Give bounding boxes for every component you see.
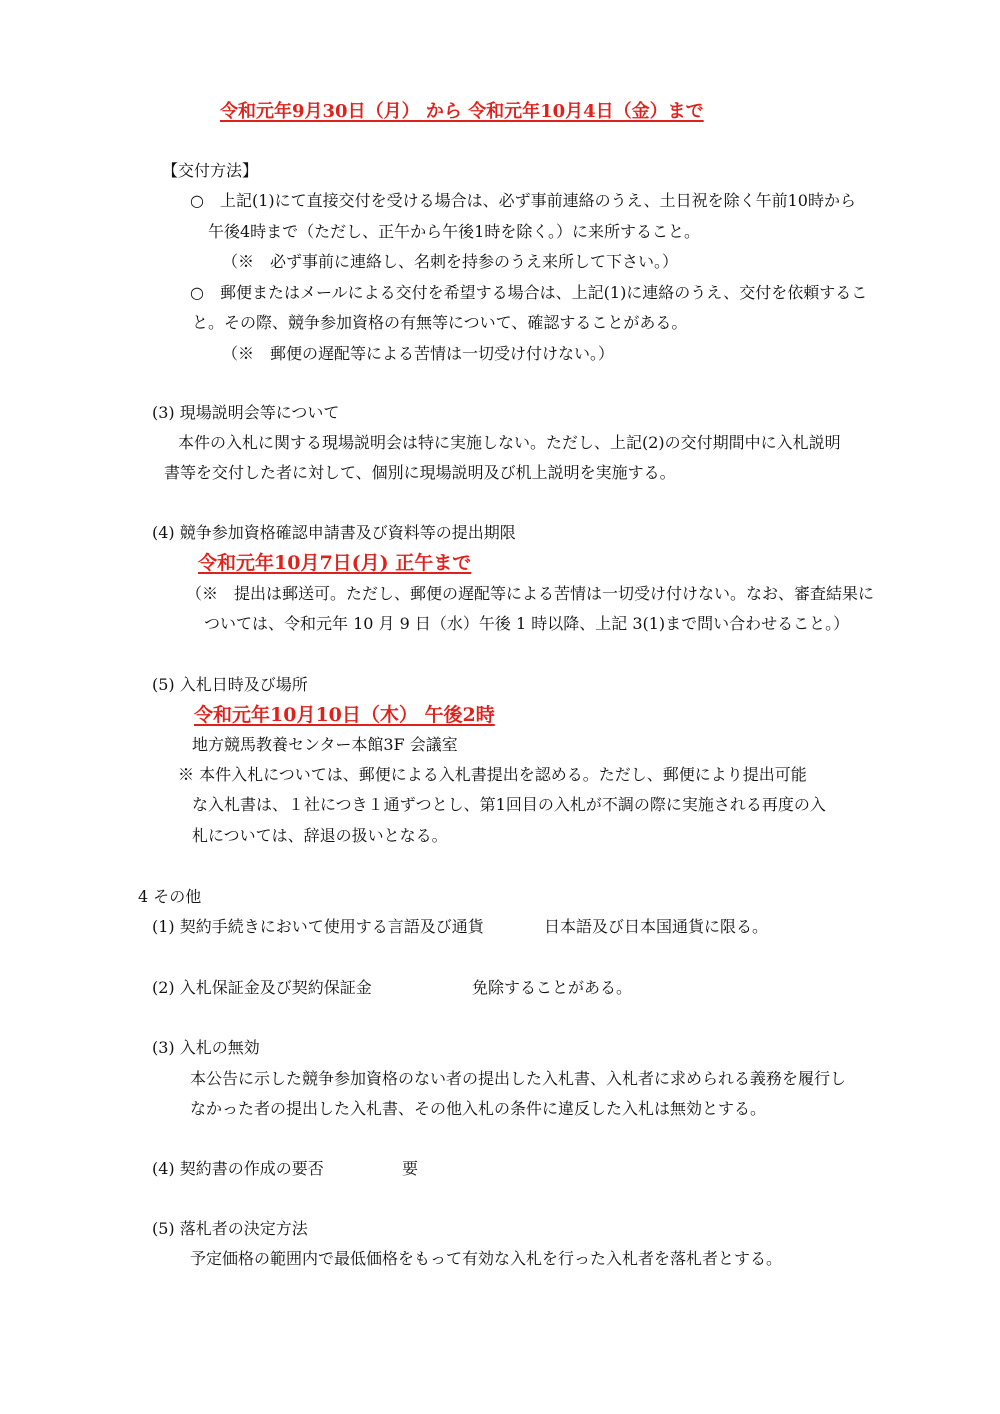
delivery-period: 令和元年9月30日（月） から 令和元年10月4日（金）まで	[220, 101, 704, 122]
other-item5-line1: 予定価格の範囲内で最低価格をもって有効な入札を行った入札者を落札者とする。	[190, 1249, 783, 1268]
other-heading: 4 その他	[138, 887, 202, 906]
submission-deadline: 令和元年10月7日(月) 正午まで	[198, 552, 472, 574]
delivery-item2-line2: と。その際、競争参加資格の有無等について、確認することがある。	[192, 313, 688, 332]
other-item2-label: (2) 入札保証金及び契約保証金	[152, 978, 372, 997]
other-item3-line1: 本公告に示した競争参加資格のない者の提出した入札書、入札者に求められる義務を履行し	[190, 1069, 847, 1088]
section5-heading: (5) 入札日時及び場所	[152, 675, 308, 694]
section3-line2: 書等を交付した者に対して、個別に現場説明及び机上説明を実施する。	[164, 463, 676, 482]
section4-heading: (4) 競争参加資格確認申請書及び資料等の提出期限	[152, 523, 516, 542]
other-item1-value: 日本語及び日本国通貨に限る。	[544, 917, 769, 936]
section5-note1: ※ 本件入札については、郵便による入札書提出を認める。ただし、郵便により提出可能	[178, 765, 807, 784]
section4-note2: ついては、令和元年 10 月 9 日（水）午後 1 時以降、上記 3(1)まで問い合わせること。）	[204, 614, 850, 633]
section3-heading: (3) 現場説明会等について	[152, 403, 340, 422]
other-item3-line2: なかった者の提出した入札書、その他入札の条件に違反した入札は無効とする。	[190, 1099, 767, 1118]
bid-place: 地方競馬教養センター本館3F 会議室	[192, 735, 458, 754]
delivery-method-heading: 【交付方法】	[162, 161, 259, 180]
other-item1-label: (1) 契約手続きにおいて使用する言語及び通貨	[152, 917, 484, 936]
section3-line1: 本件の入札に関する現場説明会は特に実施しない。ただし、上記(2)の交付期間中に入札説明	[178, 433, 841, 452]
section4-note1: （※ 提出は郵送可。ただし、郵便の遅配等による苦情は一切受け付けない。なお、審査結果に	[186, 584, 875, 603]
other-item5-label: (5) 落札者の決定方法	[152, 1219, 308, 1238]
other-item4-label: (4) 契約書の作成の要否	[152, 1159, 324, 1178]
other-item3-label: (3) 入札の無効	[152, 1038, 260, 1057]
delivery-item1-line2: 午後4時まで（ただし、正午から午後1時を除く。）に来所すること。	[208, 222, 701, 241]
other-item4-value: 要	[402, 1159, 419, 1178]
other-item2-value: 免除することがある。	[472, 978, 633, 997]
bid-datetime: 令和元年10月10日（木） 午後2時	[194, 704, 495, 726]
delivery-item1-note: （※ 必ず事前に連絡し、名刺を持参のうえ来所して下さい。）	[222, 252, 679, 271]
delivery-item2-note: （※ 郵便の遅配等による苦情は一切受け付けない。）	[222, 344, 615, 363]
section5-note2: な入札書は、１社につき１通ずつとし、第1回目の入札が不調の際に実施される再度の入	[192, 795, 826, 814]
section5-note3: 札については、辞退の扱いとなる。	[192, 826, 448, 845]
delivery-item2-line1: ○ 郵便またはメールによる交付を希望する場合は、上記(1)に連絡のうえ、交付を依頼するこ	[190, 283, 868, 302]
delivery-item1-line1: ○ 上記(1)にて直接交付を受ける場合は、必ず事前連絡のうえ、土日祝を除く午前10時から	[190, 191, 856, 210]
